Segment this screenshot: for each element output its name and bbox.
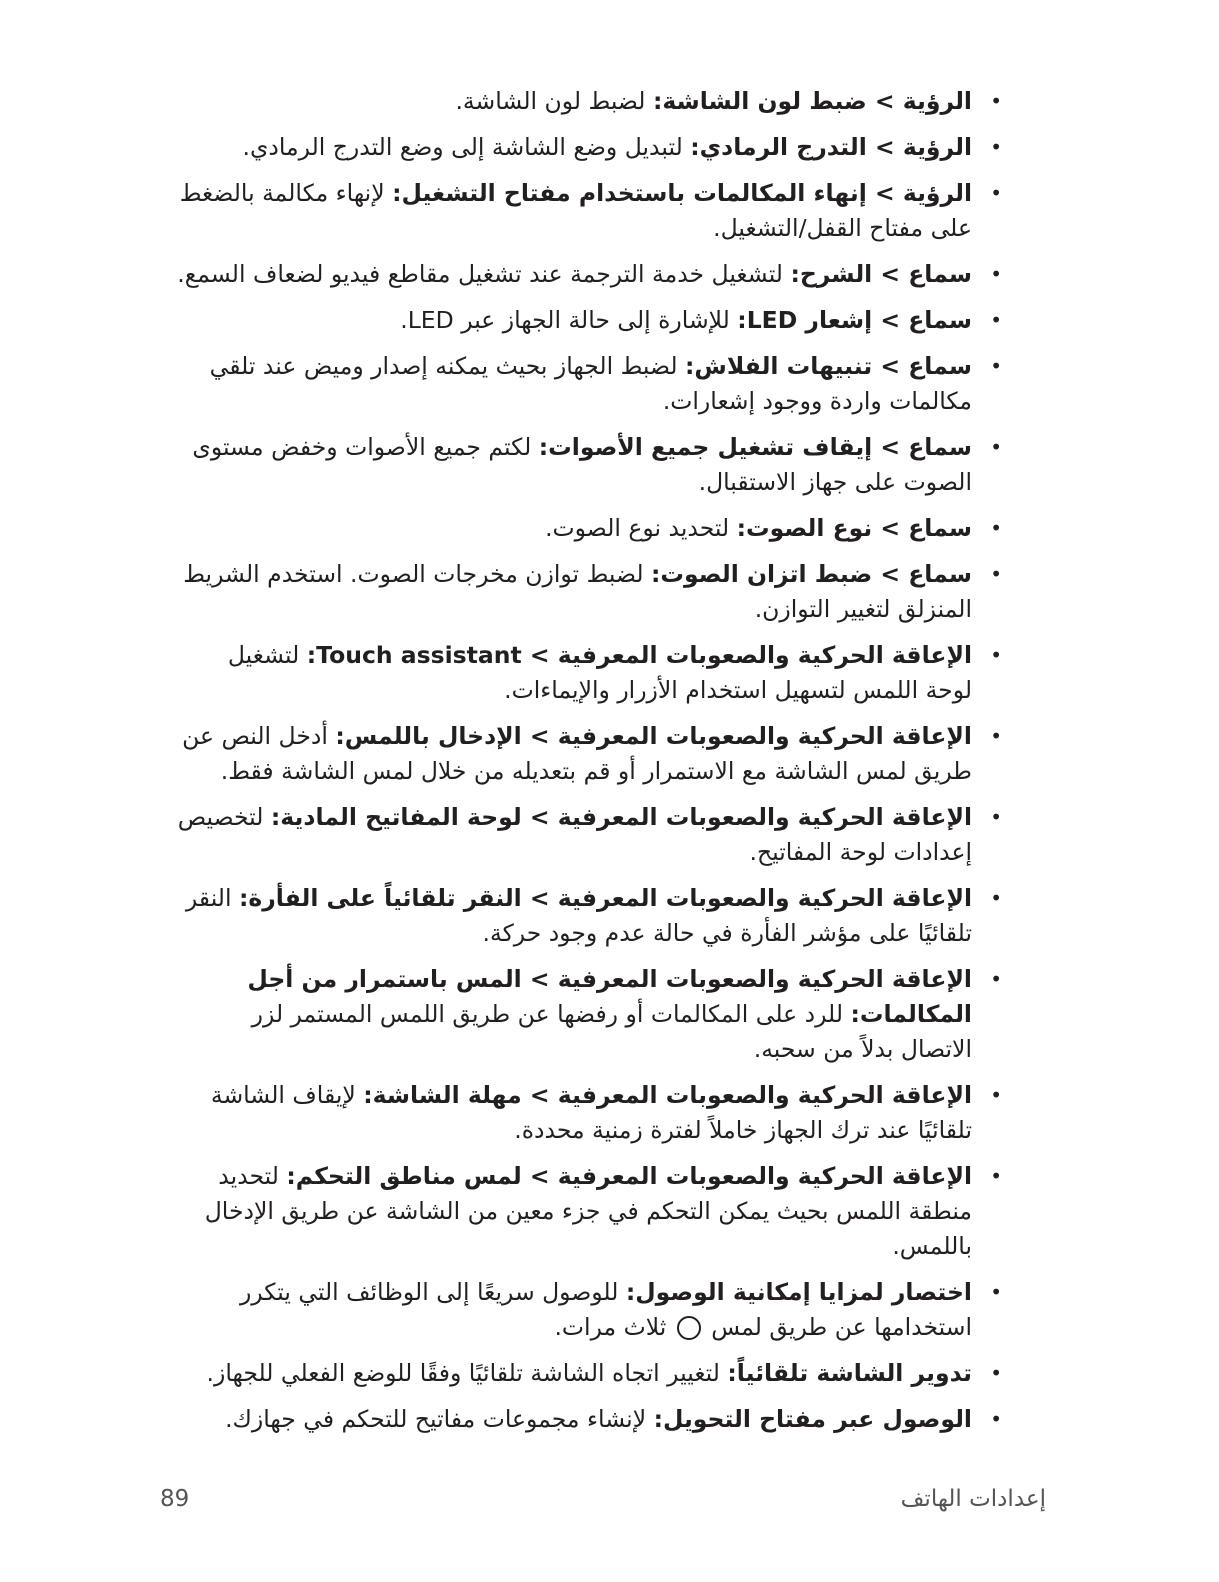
item-title: الإعاقة الحركية والصعوبات المعرفية > المس باستمرار من أجل المكالمات:: [247, 965, 972, 1028]
list-item-auto-rotate: [174, 1356, 1014, 1391]
item-description: للرد على المكالمات أو رفضها عن طريق اللمس المستمر لزر الاتصال بدلاً من سحبه.: [251, 1000, 972, 1063]
item-description: لكتم جميع الأصوات وخفض مستوى الصوت على جهاز الاستقبال.: [192, 433, 972, 496]
item-title: الرؤية > التدرج الرمادي:: [690, 133, 972, 161]
item-description: ثلاث مرات.: [554, 1313, 674, 1341]
list-item-switch-access: [174, 1402, 1014, 1437]
item-description: لتحديد نوع الصوت.: [545, 514, 737, 542]
item-title: الرؤية > إنهاء المكالمات باستخدام مفتاح التشغيل:: [392, 179, 972, 207]
list-item-physical-keyboard: [174, 800, 1014, 870]
item-description: لإنشاء مجموعات مفاتيح للتحكم في جهازك.: [225, 1405, 654, 1433]
page-number: 89: [160, 1486, 190, 1512]
list-item-flash-alerts: [174, 349, 1014, 419]
page-footer: [0, 1486, 1219, 1526]
page-content: [174, 84, 1014, 1448]
item-title: اختصار لمزايا إمكانية الوصول:: [625, 1278, 972, 1306]
list-item-screen-color: [174, 84, 1014, 119]
accessibility-settings-list: [174, 84, 1014, 1437]
list-item-accessibility-shortcut: [174, 1275, 1014, 1345]
item-description: لتغيير اتجاه الشاشة تلقائيًا وفقًا للوضع الفعلي للجهاز.: [206, 1359, 728, 1387]
item-title: سماع > الشرح:: [790, 260, 972, 288]
item-description: لتخصيص إعدادات لوحة المفاتيح.: [177, 803, 972, 866]
item-description: لضبط توازن مخرجات الصوت. استخدم الشريط المنزلق لتغيير التوازن.: [183, 560, 972, 623]
item-description: أدخل النص عن طريق لمس الشاشة مع الاستمرار أو قم بتعديله من خلال لمس الشاشة فقط.: [182, 722, 972, 785]
list-item-mute-all-sounds: [174, 430, 1014, 500]
item-title: سماع > نوع الصوت:: [736, 514, 972, 542]
item-title: الإعاقة الحركية والصعوبات المعرفية > النقر تلقائياً على الفأرة:: [238, 884, 972, 912]
item-title: سماع > إيقاف تشغيل جميع الأصوات:: [538, 433, 972, 461]
item-title: الرؤية > ضبط لون الشاشة:: [652, 87, 972, 115]
item-title: سماع > ضبط اتزان الصوت:: [650, 560, 972, 588]
list-item-touch-hold-calls: [174, 962, 1014, 1067]
item-description: لضبط لون الشاشة.: [455, 87, 653, 115]
item-description: للوصول سريعًا إلى الوظائف التي يتكرر استخدامها عن طريق لمس: [239, 1278, 972, 1341]
item-description: لإنهاء مكالمة بالضغط على مفتاح القفل/التشغيل.: [179, 179, 972, 242]
list-item-end-calls-power-key: [174, 176, 1014, 246]
item-title: الإعاقة الحركية والصعوبات المعرفية > الإدخال باللمس:: [335, 722, 972, 750]
list-item-captions: [174, 257, 1014, 292]
item-description: النقر تلقائيًا على مؤشر الفأرة في حالة عدم وجود حركة.: [185, 884, 972, 947]
list-item-auto-mouse-click: [174, 881, 1014, 951]
list-item-sound-type: [174, 511, 1014, 546]
list-item-sound-balance: [174, 557, 1014, 627]
item-title: سماع > إشعار LED:: [737, 306, 972, 334]
home-button-circle-icon: [677, 1316, 701, 1340]
item-title: الإعاقة الحركية والصعوبات المعرفية > مهلة الشاشة:: [363, 1081, 972, 1109]
item-title: الإعاقة الحركية والصعوبات المعرفية > Touch assistant:: [306, 641, 972, 669]
item-description: لتحديد منطقة اللمس بحيث يمكن التحكم في جزء معين من الشاشة عن طريق الإدخال باللمس.: [204, 1162, 972, 1260]
list-item-touch-input: [174, 719, 1014, 789]
list-item-grayscale: [174, 130, 1014, 165]
footer-section-title: إعدادات الهاتف: [900, 1486, 1046, 1512]
item-description: لتبديل وضع الشاشة إلى وضع التدرج الرمادي.: [242, 133, 691, 161]
item-description: لتشغيل لوحة اللمس لتسهيل استخدام الأزرار والإيماءات.: [227, 641, 972, 704]
item-title: تدوير الشاشة تلقائياً:: [727, 1359, 972, 1387]
list-item-screen-timeout: [174, 1078, 1014, 1148]
item-title: الوصول عبر مفتاح التحويل:: [653, 1405, 972, 1433]
list-item-led-notification: [174, 303, 1014, 338]
item-description: للإشارة إلى حالة الجهاز عبر LED.: [400, 306, 738, 334]
item-description: لتشغيل خدمة الترجمة عند تشغيل مقاطع فيديو لضعاف السمع.: [177, 260, 791, 288]
item-description: لإيقاف الشاشة تلقائيًا عند ترك الجهاز خاملاً لفترة زمنية محددة.: [210, 1081, 972, 1144]
item-title: الإعاقة الحركية والصعوبات المعرفية > لمس مناطق التحكم:: [286, 1162, 972, 1190]
list-item-touch-control-areas: [174, 1159, 1014, 1264]
item-title: الإعاقة الحركية والصعوبات المعرفية > لوحة المفاتيح المادية:: [270, 803, 972, 831]
item-description: لضبط الجهاز بحيث يمكنه إصدار وميض عند تلقي مكالمات واردة ووجود إشعارات.: [209, 352, 972, 415]
item-title: سماع > تنبيهات الفلاش:: [685, 352, 972, 380]
list-item-touch-assistant: [174, 638, 1014, 708]
